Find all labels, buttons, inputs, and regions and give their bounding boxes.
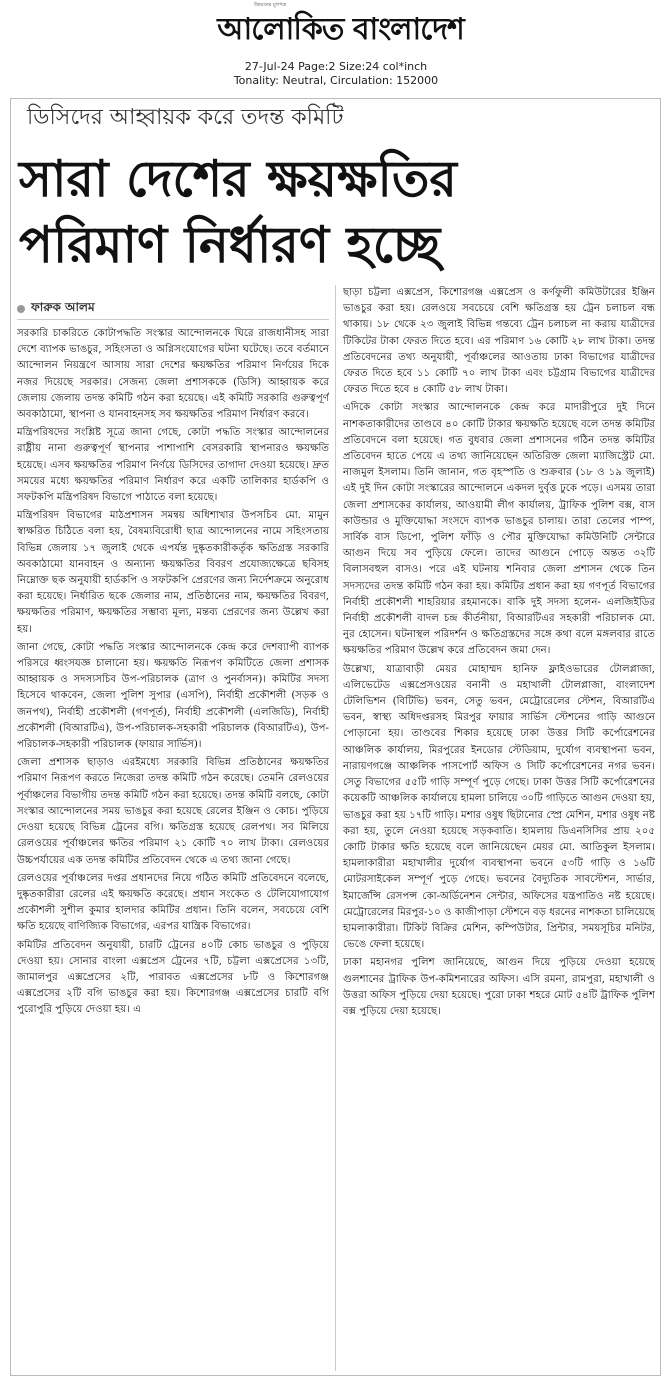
newspaper-logo — [198, 8, 483, 52]
article-body — [17, 287, 655, 1371]
paragraph: রেলওয়ের পূর্বাঞ্চলের দপ্তর প্রধানদের নিয়ে গঠিত কমিটি প্রতিবেদনে বলেছে, দুষ্কৃতকারীরা রেলের এই ক্ষয়ক্ষতি করেছে। প্রধান সংকেত ও টেলিযোগাযোগ প্রকৌশলী সুশীল কুমার হালদার কমিটির প্রধান। তিনি বলেন, সবচেয়ে বেশি ক্ষতি হয়েছে বাণিজ্যিক বিভাগের, এরপর যান্ত্রিক বিভাগের। — [17, 872, 329, 933]
newspaper-logo-text: আলোকিত বাংলাদেশ — [217, 12, 464, 47]
bullet-icon — [17, 305, 25, 313]
left-column — [17, 299, 329, 1371]
paragraph: ঢাকা মহানগর পুলিশ জানিয়েছে, আগুন দিয়ে পুড়িয়ে দেওয়া হয়েছে গুলশানের ট্রাফিক উপ-কমিশনারের অফিস। এসি রমনা, রামপুরা, মহাখালী ও উত্তরা অফিস পুড়িয়ে দেয়া হয়েছে। পুরো ঢাকা শহরে মোট ৫৪টি ট্রাফিক পুলিশ বক্স পুড়িয়ে দেয়া হয়েছে। — [343, 957, 655, 1017]
headline-line-2: পরিমাণ নির্ধারণ হচ্ছে — [19, 215, 441, 274]
paragraph: জেলা প্রশাসক ছাড়াও এরইমধ্যে সরকারি বিভিন্ন প্রতিষ্ঠানের ক্ষয়ক্ষতির পরিমাণ নিরূপণ করতে নিজেরা তদন্ত কমিটি গঠন করেছে। তেমনি রেলওয়ের পূর্বাঞ্চলের বিভাগীয় তদন্ত কমিটি গঠন করা হয়েছে। তদন্ত কমিটি বলছে, কোটা সংস্কার আন্দোলনের সময় ভাঙচুর করা হয়েছে রেলের ইঞ্জিন ও কোচ। পুড়িয়ে দেওয়া হয়েছে বিভিন্ন ট্রেনের বগি। ক্ষতিগ্রস্ত হয়েছে রেলপথ। সব মিলিয়ে রেলওয়ের পূর্বাঞ্চলের ক্ষতির পরিমাণ ২১ কোটি ৭০ লাখ টাকা। রেলওয়ের উচ্চপর্যায়ের এক তদন্ত কমিটির প্রতিবেদন থেকে এ তথ্য জানা গেছে। — [17, 757, 329, 866]
column-divider — [335, 285, 336, 1371]
paragraph: ছাড়া চট্টলা এক্সপ্রেস, কিশোরগঞ্জ এক্সপ্রেস ও কর্ণফুলী কমিউটারের ইঞ্জিন ভাঙচুর করা হয়। রেলওয়ে সবচেয়ে বেশি ক্ষতিগ্রস্ত হয় ট্রেন চলাচল বন্ধ থাকায়। ১৮ থেকে ২৩ জুলাই বিভিন্ন গন্তব্যে ট্রেন চলাচল না করায় যাত্রীদের টিকিটের টাকা ফেরত দিতে হবে। এর পরিমাণ ১৬ কোটি ২৮ লাখ টাকা। তদন্ত প্রতিবেদনের তথ্য অনুযায়ী, পূর্বাঞ্চলের আওতায় ঢাকা বিভাগের যাত্রীদের ফেরত দিতে হবে ১১ কোটি ৭০ লাখ টাকা এবং চট্টগ্রাম বিভাগের যাত্রীদের ফেরত দিতে হবে ৪ কোটি ৫৮ লাখ টাকা। — [343, 287, 655, 396]
paragraph: এদিকে কোটা সংস্কার আন্দোলনকে কেন্দ্র করে মাদারীপুরে দুই দিনে নাশকতাকারীদের তাণ্ডবে ৪০ কোটি টাকার ক্ষয়ক্ষতি হয়েছে বলে তদন্ত কমিটির প্রতিবেদনে বলা হয়েছে। গত বুধবার জেলা প্রশাসনের গঠিন তদন্ত কমিটির প্রতিবেদন হাতে পেয়ে এ তথ্য জানিয়েছেন অতিরিক্ত জেলা ম্যাজিস্ট্রেট মো. নাজমুল ইসলাম। তিনি জানান, গত বৃহস্পতি ও শুক্রবার (১৮ ও ১৯ জুলাই) এই দুই দিন কোটা সংস্কারের আন্দোলনে একদল দুর্বৃত্ত ঢুকে পড়ে। এসময় তারা জেলা প্রশাসকের কার্যালয়, আওয়ামী লীগ কার্যালয়, ট্রাফিক পুলিশ বক্স, বাস কাউন্ডার ও মুক্তিযোদ্ধা সংসদে ব্যাপক ভাঙচুর চালায়। তারা তেলের পাম্প, সার্বিক বাস ডিপো, পুলিশ ফাঁড়ি ও পৌর মুক্তিযোদ্ধা কমিউনিটি সেন্টারে আগুন দিয়ে সব পুড়িয়ে ফেলে। তাদের আগুনে পোড়ে অন্তত ৩২টি বিলাসবহুল বাসও। পরে এই ঘটনায় শনিবার জেলা প্রশাসন থেকে তিন সদস্যদের তদন্ত কমিটি গঠন করা হয়। কমিটির প্রধান করা হয় গণপূর্ত বিভাগের নির্বাহী প্রকৌশলী শাহরিয়ার রহমানকে। বাকি দুই সদস্য হলেন- এলজিইডির নির্বাহী প্রকৌশলী বাদল চন্দ্র কীর্তনীয়া, বিআরটিএর সহকারী পরিচালক মো. নুর হোসেন। ঘটনাস্থল পরিদর্শন ও ক্ষতিগ্রস্তদের সঙ্গে কথা বলে মঙ্গলবার রাতে ক্ষয়ক্ষতির পরিমাণ উল্লেখ করে প্রতিবেদন জমা দেন। — [343, 402, 655, 657]
headline-line-1: সারা দেশের ক্ষয়ক্ষতির — [19, 149, 457, 208]
right-column — [343, 285, 655, 1371]
article-kicker: ডিসিদের আহ্বায়ক করে তদন্ত কমিটি — [27, 105, 344, 130]
article — [10, 98, 661, 1376]
masthead-tagline: উন্নয়নের মুখপত্র — [254, 2, 287, 8]
paragraph: কমিটির প্রতিবেদন অনুযায়ী, চারটি ট্রেনের ৪০টি কোচ ভাঙচুর ও পুড়িয়ে দেওয়া হয়। সোনার বাংলা এক্সপ্রেস ট্রেনের ৭টি, চট্টলা এক্সপ্রেসের ১৩টি, জামালপুর এক্সপ্রেসের ২টি, পারাবত এক্সপ্রেসের ৮টি ও কিশোরগঞ্জ এক্সপ্রেসের ২টি বগি ভাঙচুর করা হয়। কিশোরগঞ্জ এক্সপ্রেসের চারটি বগি পুরোপুরি পুড়িয়ে দেওয়া হয়। এ — [17, 939, 329, 1016]
paragraph: মন্ত্রিপরিষদ বিভাগের মাঠপ্রশাসন সমন্বয় অধিশাখার উপসচিব মো. মামুন স্বাক্ষরিত চিঠিতে বলা হয়, বৈষম্যবিরোধী ছাত্র আন্দোলনের নামে সহিংসতায় বিভিন্ন জেলায় ১৭ জুলাই থেকে এপর্যন্ত দুষ্কৃতকারীকর্তৃক ক্ষতিগ্রস্ত সরকারি অবকাঠামো যানবাহন ও অন্যান্য ক্ষয়ক্ষতির বিবরণ প্রযোজ্যক্ষেত্রে ছবিসহ নিম্নোক্ত ছক অনুযায়ী হার্ডকপি ও সফটকপি প্রেরণের জন্য নির্দেশক্রমে অনুরোধ করা হয়েছে। নির্ধারিত ছকে জেলার নাম, প্রতিষ্ঠানের নাম, ক্ষয়ক্ষতির বিবরণ, ক্ষয়ক্ষতির পরিমাণ, ক্ষয়ক্ষতির সম্ভাব্য মূল্য, মন্তব্য প্রেরণের জন্য উল্লেখ করা হয়। — [17, 510, 329, 635]
clipping-meta-tonality: Tonality: Neutral, Circulation: 152000 — [233, 74, 439, 87]
author-name: ফারুক আলম — [31, 300, 95, 314]
clipping-meta-date: 27-Jul-24 Page:2 Size:24 col*inch — [244, 60, 428, 73]
byline — [17, 299, 329, 320]
paragraph: মন্ত্রিপরিষদের সংশ্লিষ্ট সূত্রে জানা গেছে, কোটা পদ্ধতি সংস্কার আন্দোলনের রাষ্ট্রীয় নানা গুরুত্বপূর্ণ স্থাপনার পাশাপাশি বেসরকারি স্থাপনারও ক্ষয়ক্ষতি হয়েছে। এসব ক্ষয়ক্ষতির পরিমাণ নির্ণয়ে ডিসিদের তাগাদা দেওয়া হয়েছে। দ্রুত সময়ের মধ্যে ক্ষয়ক্ষতির পরিমাণ নির্ধারণ করে একটি তালিকার হার্ডকপি ও সফটকপি মন্ত্রিপরিষদ বিভাগে পাঠাতে বলা হয়েছে। — [17, 427, 329, 504]
paragraph: সরকারি চাকরিতে কোটাপদ্ধতি সংস্কার আন্দোলনকে ঘিরে রাজধানীসহ সারা দেশে ব্যাপক ভাঙচুর, সহিংসতা ও অগ্নিসংযোগের ঘটনা ঘটেছে। তবে বর্তমানে আন্দোলন নিয়ন্ত্রণে আসায় সারা দেশের ক্ষয়ক্ষতির পরিমাণ নির্ণয়ের দিকে নজর দিয়েছে সরকার। সেজন্য জেলা প্রশাসককে (ডিসি) আহ্বায়ক করে জেলায় জেলায় তদন্ত কমিটি গঠন করা হয়েছে। এই কমিটি সরকারি গুরুত্বপূর্ণ অবকাঠামো, স্থাপনা ও যানবাহনসহ সব ক্ষয়ক্ষতির পরিমাণ নির্ধারণ করবে। — [17, 328, 329, 421]
paragraph: উল্লেখ্য, যাত্রাবাড়ী মেয়র মোহাম্মদ হানিফ ফ্লাইওভারের টোলপ্লাজা, এলিভেটেড এক্সপ্রেসওয়ের বনানী ও মহাখালী টোলপ্লাজা, বাংলাদেশ টেলিভিশন (বিটিভি) ভবন, সেতু ভবন, মেট্রোরেলের স্টেশন, বিআরটিএ ভবন, স্বাস্থ্য অধিদপ্তরসহ মিরপুর ফায়ার সার্ভিস স্টেশনের গাড়ি আগুনে পোড়ানো হয়। তাণ্ডবের শিকার হয়েছে ঢাকা উত্তর সিটি কর্পোরেশনের আঞ্চলিক কার্যালয়, মিরপুরের ইনডোর স্টেডিয়াম, দুর্যোগ ব্যবস্থাপনা ভবন, নারায়ণগঞ্জে আঞ্চলিক পাসপোর্ট অফিস ও সিটি কর্পোরেশনের নগর ভবন। সেতু বিভাগের ৫৫টি গাড়ি সম্পূর্ণ পুড়ে গেছে। ঢাকা উত্তর সিটি কর্পোরেশনের কয়েকটি আঞ্চলিক কার্যালয়ে হামলা চালিয়ে ৩০টি গাড়িতে আগুন দেওয়া হয়, ভাঙচুর করা হয় ১৭টি গাড়ি। মশার ওষুধ ছিটানোর স্প্রে মেশিন, মশার ওষুধ নষ্ট করা হয়, তুলে নেওয়া হয়েছে সড়কবাতি। হামলায় ডিএনসিসির প্রায় ২০৫ কোটি টাকার ক্ষতি হয়েছে বলে জানিয়েছেন মেয়র মো. আতিকুল ইসলাম। হামলাকারীরা মহাখালীর দুর্যোগ ব্যবস্থাপনা ভবনে ৫৩টি গাড়ি ও ১৬টি মোটরসাইকেল সম্পূর্ণ পুড়ে গেছে। ভবনের বৈদ্যুতিক সাবস্টেশন, সার্ভার, ইমার্জেন্সি রেসপন্স কো-অর্ডিনেশন সেন্টার, অফিসের যন্ত্রপাতিও নষ্ট হয়েছে। মেট্রোরেলের মিরপুর-১০ ও কাজীপাড়া স্টেশনে বড় ধরনের নাশকতা চালিয়েছে হামলাকারীরা। টিকিট বিক্রির মেশিন, কম্পিউটার, প্রিন্টার, সময়সূচির মনিটর, ভেঙে ফেলা হয়েছে। — [343, 663, 655, 951]
paragraph: জানা গেছে, কোটা পদ্ধতি সংস্কার আন্দোলনকে কেন্দ্র করে দেশব্যাপী ব্যাপক পরিসরে ধ্বংসযজ্ঞ চালানো হয়। ক্ষয়ক্ষতি নিরূপণ কমিটিতে জেলা প্রশাসক আহ্বায়ক ও সদস্যসচিব উপ-পরিচালক (ত্রাণ ও পুনর্বাসন)। কমিটির সদস্য হিসেবে থাকবেন, জেলা পুলিশ সুপার (এসপি), নির্বাহী প্রকৌশলী (সড়ক ও জনপথ), নির্বাহী প্রকৌশলী (গণপূর্ত), নির্বাহী প্রকৌশলী (এলজিডি), নির্বাহী প্রকৌশলী (বিআরটিএ), উপ-পরিচালক-সহকারী পরিচালক (বিআরটিএ), উপ-পরিচালক-সহকারী পরিচালক (ফায়ার সার্ভিস)। — [17, 641, 329, 751]
masthead — [0, 0, 672, 60]
